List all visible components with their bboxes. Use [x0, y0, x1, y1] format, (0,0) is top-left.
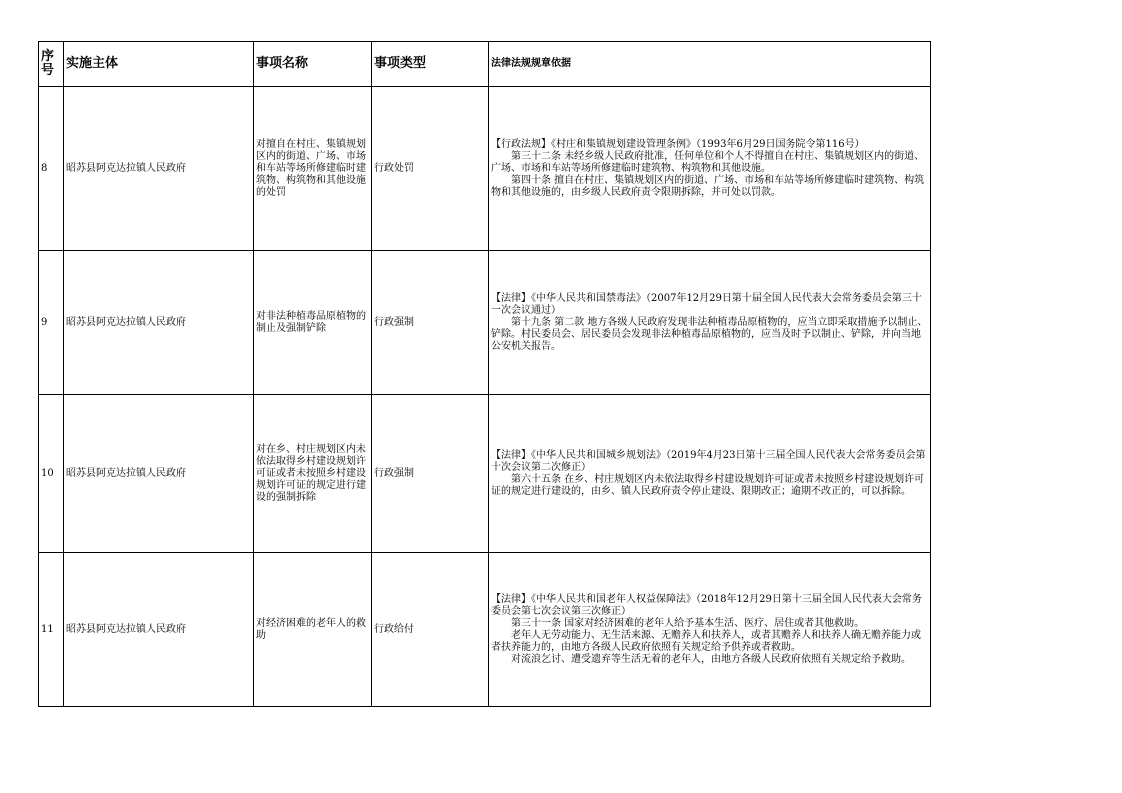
row-item-name: 对擅自在村庄、集镇规划区内的街道、广场、市场和车站等场所修建临时建筑物、构筑物和其他设施的处罚	[254, 87, 372, 251]
row-item-name: 对经济困难的老年人的救助	[254, 553, 372, 707]
row-item-name: 对非法种植毒品原植物的制止及强制铲除	[254, 251, 372, 395]
header-item-type: 事项类型	[372, 42, 489, 87]
row-basis	[489, 395, 931, 553]
basis-line: 【法律】《中华人民共和国禁毒法》（2007年12月29日第十届全国人民代表大会常务委员会第三十一次会议通过）	[491, 292, 922, 316]
basis-line: 【法律】《中华人民共和国老年人权益保障法》（2018年12月29日第十三届全国人民代表大会常务委员会第七次会议第三次修正）	[491, 593, 922, 617]
row-item-name: 对在乡、村庄规划区内未依法取得乡村建设规划许可证或者未按照乡村建设规划许可证的规定进行建设的强制拆除	[254, 395, 372, 553]
basis-line: 老年人无劳动能力、无生活来源、无赡养人和扶养人，或者其赡养人和扶养人确无赡养能力或者扶养能力的，由地方各级人民政府依照有关规定给予供养或者救助。	[491, 629, 921, 653]
header-item-name: 事项名称	[254, 42, 372, 87]
basis-line: 第三十一条 国家对经济困难的老年人给予基本生活、医疗、居住或者其他救助。	[511, 617, 865, 629]
row-basis	[489, 87, 931, 251]
basis-line: 第三十二条 未经乡级人民政府批准，任何单位和个人不得擅自在村庄、集镇规划区内的街道、广场、市场和车站等场所修建临时建筑物、构筑物和其他设施。	[491, 150, 925, 174]
table-row	[39, 251, 931, 395]
row-subject: 昭苏县阿克达拉镇人民政府	[64, 395, 254, 553]
table-row	[39, 87, 931, 251]
basis-line: 第六十五条 在乡、村庄规划区内未依法取得乡村建设规划许可证或者未按照乡村建设规划许可证的规定进行建设的，由乡、镇人民政府责令停止建设、限期改正；逾期不改正的，可以拆除。	[491, 473, 925, 497]
table-row	[39, 395, 931, 553]
row-item-type: 行政强制	[372, 251, 489, 395]
table-row	[39, 553, 931, 707]
basis-line: 【法律】《中华人民共和国城乡规划法》（2019年4月23日第十三届全国人民代表大会常务委员会第十次会议第二次修正）	[491, 449, 926, 473]
row-seq: 10	[39, 395, 64, 553]
row-subject: 昭苏县阿克达拉镇人民政府	[64, 553, 254, 707]
regulation-table	[38, 41, 931, 707]
row-item-type: 行政给付	[372, 553, 489, 707]
row-seq: 11	[39, 553, 64, 707]
row-subject: 昭苏县阿克达拉镇人民政府	[64, 251, 254, 395]
row-item-type: 行政处罚	[372, 87, 489, 251]
header-basis: 法律法规规章依据	[489, 42, 931, 87]
header-seq: 序号	[39, 42, 64, 87]
basis-line: 第十九条 第二款 地方各级人民政府发现非法种植毒品原植物的，应当立即采取措施予以制止、铲除。村民委员会、居民委员会发现非法种植毒品原植物的，应当及时予以制止、铲除，并向当地公安机关报告。	[491, 316, 928, 352]
basis-line: 【行政法规】《村庄和集镇规划建设管理条例》（1993年6月29日国务院令第116号）	[491, 138, 865, 150]
header-row	[39, 42, 931, 87]
row-subject: 昭苏县阿克达拉镇人民政府	[64, 87, 254, 251]
row-seq: 8	[39, 87, 64, 251]
row-item-type: 行政强制	[372, 395, 489, 553]
row-basis	[489, 251, 931, 395]
row-seq: 9	[39, 251, 64, 395]
basis-line: 第四十条 擅自在村庄、集镇规划区内的街道、广场、市场和车站等场所修建临时建筑物、构筑物和其他设施的，由乡级人民政府责令限期拆除，并可处以罚款。	[491, 174, 925, 198]
header-subject: 实施主体	[64, 42, 254, 87]
row-basis	[489, 553, 931, 707]
basis-line: 对流浪乞讨、遭受遗弃等生活无着的老年人，由地方各级人民政府依照有关规定给予救助。	[511, 653, 911, 665]
